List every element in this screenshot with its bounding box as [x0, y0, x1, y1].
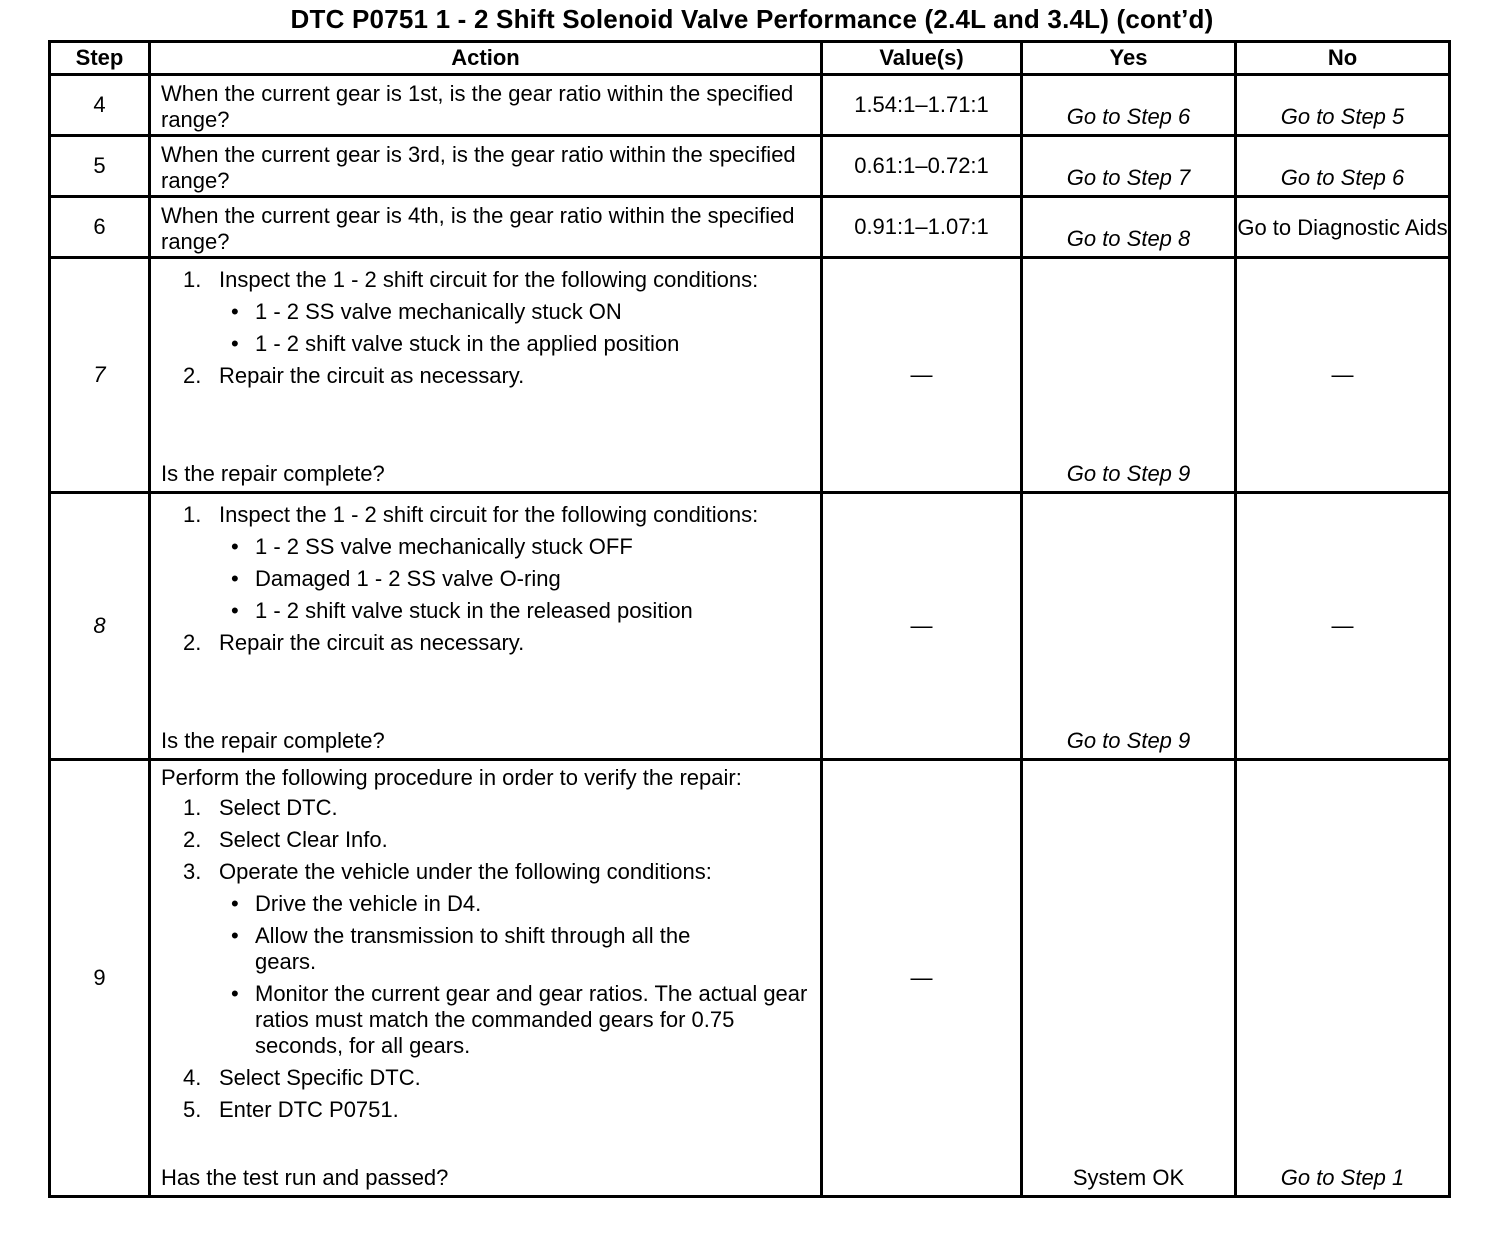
value-cell: —	[822, 493, 1022, 760]
list-text: Repair the circuit as necessary.	[219, 363, 525, 388]
step-number: 8	[50, 493, 150, 760]
list-text: Operate the vehicle under the following conditions:	[219, 859, 712, 884]
header-action: Action	[150, 42, 822, 75]
header-values: Value(s)	[822, 42, 1022, 75]
action-text: When the current gear is 4th, is the gear ratio within the specified range?	[150, 197, 822, 258]
action-cell	[150, 258, 822, 493]
question-text: Is the repair complete?	[161, 461, 385, 486]
table-row	[50, 197, 1450, 258]
step-number: 4	[50, 75, 150, 136]
list-text: Enter DTC P0751.	[219, 1097, 399, 1122]
list-number: 2.	[183, 630, 202, 655]
bullet-list	[219, 534, 810, 624]
yes-cell: Go to Step 9	[1022, 258, 1236, 493]
value-cell: 0.61:1–0.72:1	[822, 136, 1022, 197]
list-item	[161, 1065, 810, 1091]
yes-cell: Go to Step 7	[1022, 136, 1236, 197]
action-cell	[150, 493, 822, 760]
no-cell: —	[1236, 493, 1450, 760]
action-cell	[150, 760, 822, 1197]
table-row	[50, 493, 1450, 760]
diagnostic-table	[48, 40, 1451, 1198]
list-item	[161, 363, 810, 389]
yes-cell: Go to Step 8	[1022, 197, 1236, 258]
list-text: Inspect the 1 - 2 shift circuit for the following conditions:	[219, 267, 759, 292]
yes-cell: Go to Step 6	[1022, 75, 1236, 136]
bullet-item: • 1 - 2 shift valve stuck in the released position	[231, 598, 693, 623]
list-text: Repair the circuit as necessary.	[219, 630, 525, 655]
list-number: 3.	[183, 859, 202, 884]
procedure-list	[161, 795, 810, 1123]
bullet-item: • 1 - 2 shift valve stuck in the applied position	[231, 331, 680, 356]
bullet-item: • Drive the vehicle in D4.	[231, 891, 482, 916]
page-title: DTC P0751 1 - 2 Shift Solenoid Valve Performance (2.4L and 3.4L) (cont’d)	[290, 4, 1214, 34]
bullet-item: • Monitor the current gear and gear ratios. The actual gear ratios must match the commanded gears for 0.75 seconds, for all gears.	[231, 981, 808, 1058]
list-item	[161, 827, 810, 853]
list-number: 5.	[183, 1097, 202, 1122]
yes-cell: System OK	[1022, 760, 1236, 1197]
list-number: 2.	[183, 827, 202, 852]
question-text: Has the test run and passed?	[161, 1165, 449, 1190]
no-cell: Go to Step 6	[1236, 136, 1450, 197]
no-cell: Go to Step 1	[1236, 760, 1450, 1197]
list-number: 4.	[183, 1065, 202, 1090]
list-item	[161, 1097, 810, 1123]
step-number: 6	[50, 197, 150, 258]
list-item	[161, 859, 810, 1059]
procedure-list	[161, 502, 810, 656]
value-cell: —	[822, 258, 1022, 493]
no-cell: Go to Diagnostic Aids	[1236, 197, 1450, 258]
list-text: Select Specific DTC.	[219, 1065, 421, 1090]
table-row	[50, 760, 1450, 1197]
list-text: Select Clear Info.	[219, 827, 388, 852]
question-text: Is the repair complete?	[161, 728, 385, 753]
header-step: Step	[50, 42, 150, 75]
header-row	[50, 42, 1450, 75]
bullet-list	[219, 891, 810, 1059]
yes-cell: Go to Step 9	[1022, 493, 1236, 760]
header-no: No	[1236, 42, 1450, 75]
list-text: Inspect the 1 - 2 shift circuit for the following conditions:	[219, 502, 759, 527]
table-row	[50, 258, 1450, 493]
bullet-item: • 1 - 2 SS valve mechanically stuck OFF	[231, 534, 633, 559]
action-text: When the current gear is 3rd, is the gear ratio within the specified range?	[150, 136, 822, 197]
list-item	[161, 267, 810, 357]
table-row	[50, 75, 1450, 136]
value-cell: —	[822, 760, 1022, 1197]
list-number: 1.	[183, 795, 202, 820]
list-number: 2.	[183, 363, 202, 388]
value-cell: 0.91:1–1.07:1	[822, 197, 1022, 258]
step-number: 5	[50, 136, 150, 197]
list-item	[161, 795, 810, 821]
list-item	[161, 630, 810, 656]
intro-text: Perform the following procedure in order to verify the repair:	[161, 765, 742, 790]
value-cell: 1.54:1–1.71:1	[822, 75, 1022, 136]
bullet-item: • Allow the transmission to shift through all the gears.	[231, 923, 691, 974]
no-cell: Go to Step 5	[1236, 75, 1450, 136]
step-number: 7	[50, 258, 150, 493]
procedure-list	[161, 267, 810, 389]
header-yes: Yes	[1022, 42, 1236, 75]
no-cell: —	[1236, 258, 1450, 493]
table-row	[50, 136, 1450, 197]
bullet-item: • 1 - 2 SS valve mechanically stuck ON	[231, 299, 622, 324]
list-number: 1.	[183, 502, 202, 527]
list-number: 1.	[183, 267, 202, 292]
bullet-list	[219, 299, 810, 357]
list-text: Select DTC.	[219, 795, 338, 820]
step-number: 9	[50, 760, 150, 1197]
action-text: When the current gear is 1st, is the gear ratio within the specified range?	[150, 75, 822, 136]
list-item	[161, 502, 810, 624]
bullet-item: • Damaged 1 - 2 SS valve O-ring	[231, 566, 561, 591]
